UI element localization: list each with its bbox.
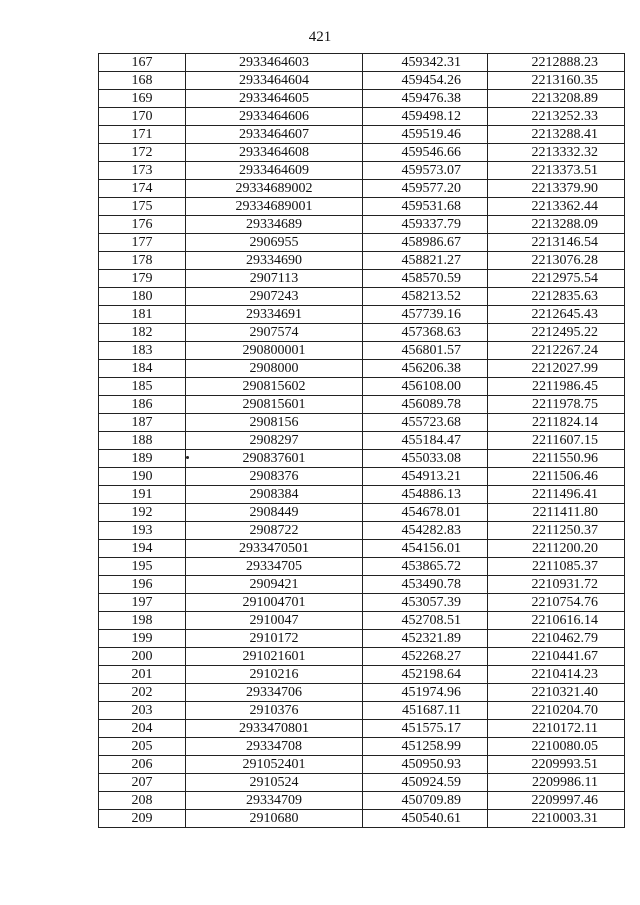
point-id-cell: 291021601 — [186, 648, 363, 666]
y-coordinate-cell: 2212888.23 — [488, 54, 625, 72]
table-row — [99, 306, 625, 324]
table-row — [99, 576, 625, 594]
point-id-cell: 2907113 — [186, 270, 363, 288]
y-coordinate-cell: 2213076.28 — [488, 252, 625, 270]
point-id-cell: 2933464608 — [186, 144, 363, 162]
y-coordinate-cell: 2210414.23 — [488, 666, 625, 684]
y-coordinate-cell: 2211250.37 — [488, 522, 625, 540]
y-coordinate-cell: 2211200.20 — [488, 540, 625, 558]
row-number-cell: 204 — [99, 720, 186, 738]
table-row — [99, 198, 625, 216]
table-row — [99, 378, 625, 396]
point-id-cell: 2908156 — [186, 414, 363, 432]
point-id-cell: 29334708 — [186, 738, 363, 756]
row-number-cell: 191 — [99, 486, 186, 504]
table-row — [99, 144, 625, 162]
x-coordinate-cell: 451687.11 — [363, 702, 488, 720]
point-id-cell: 29334690 — [186, 252, 363, 270]
x-coordinate-cell: 455184.47 — [363, 432, 488, 450]
point-id-cell: 2908449 — [186, 504, 363, 522]
point-id-cell: 2908384 — [186, 486, 363, 504]
x-coordinate-cell: 459337.79 — [363, 216, 488, 234]
table-row — [99, 486, 625, 504]
point-id-cell: 2908000 — [186, 360, 363, 378]
row-number-cell: 187 — [99, 414, 186, 432]
x-coordinate-cell: 455033.08 — [363, 450, 488, 468]
table-row — [99, 558, 625, 576]
x-coordinate-cell: 457368.63 — [363, 324, 488, 342]
x-coordinate-cell: 456206.38 — [363, 360, 488, 378]
point-id-cell: 2933464605 — [186, 90, 363, 108]
x-coordinate-cell: 450709.89 — [363, 792, 488, 810]
table-row — [99, 810, 625, 828]
point-id-cell: 2933470501 — [186, 540, 363, 558]
row-number-cell: 186 — [99, 396, 186, 414]
point-id-cell: 2910172 — [186, 630, 363, 648]
x-coordinate-cell: 454156.01 — [363, 540, 488, 558]
row-number-cell: 182 — [99, 324, 186, 342]
x-coordinate-cell: 459476.38 — [363, 90, 488, 108]
point-id-cell: 2910216 — [186, 666, 363, 684]
table-row — [99, 684, 625, 702]
x-coordinate-cell: 458570.59 — [363, 270, 488, 288]
point-id-cell: 2907574 — [186, 324, 363, 342]
y-coordinate-cell: 2210616.14 — [488, 612, 625, 630]
y-coordinate-cell: 2211411.80 — [488, 504, 625, 522]
y-coordinate-cell: 2210754.76 — [488, 594, 625, 612]
point-id-cell: 2933464603 — [186, 54, 363, 72]
row-number-cell: 197 — [99, 594, 186, 612]
row-number-cell: 185 — [99, 378, 186, 396]
point-id-cell: 29334706 — [186, 684, 363, 702]
row-number-cell: 205 — [99, 738, 186, 756]
row-number-cell: 181 — [99, 306, 186, 324]
y-coordinate-cell: 2209986.11 — [488, 774, 625, 792]
point-id-cell: 29334691 — [186, 306, 363, 324]
table-row — [99, 252, 625, 270]
y-coordinate-cell: 2213208.89 — [488, 90, 625, 108]
x-coordinate-cell: 453490.78 — [363, 576, 488, 594]
x-coordinate-cell: 454282.83 — [363, 522, 488, 540]
table-row — [99, 180, 625, 198]
x-coordinate-cell: 452268.27 — [363, 648, 488, 666]
x-coordinate-cell: 456801.57 — [363, 342, 488, 360]
table-row — [99, 396, 625, 414]
x-coordinate-cell: 454913.21 — [363, 468, 488, 486]
point-id-cell: 29334689002 — [186, 180, 363, 198]
x-coordinate-cell: 459546.66 — [363, 144, 488, 162]
point-id-cell: 29334709 — [186, 792, 363, 810]
row-number-cell: 196 — [99, 576, 186, 594]
y-coordinate-cell: 2213362.44 — [488, 198, 625, 216]
point-id-cell: 290815601 — [186, 396, 363, 414]
table-row — [99, 54, 625, 72]
x-coordinate-cell: 453865.72 — [363, 558, 488, 576]
y-coordinate-cell: 2211550.96 — [488, 450, 625, 468]
point-id-cell: 2910376 — [186, 702, 363, 720]
x-coordinate-cell: 459342.31 — [363, 54, 488, 72]
point-id-cell: 2907243 — [186, 288, 363, 306]
row-number-cell: 195 — [99, 558, 186, 576]
y-coordinate-cell: 2211085.37 — [488, 558, 625, 576]
y-coordinate-cell: 2213373.51 — [488, 162, 625, 180]
table-row — [99, 324, 625, 342]
row-number-cell: 168 — [99, 72, 186, 90]
point-id-cell: 290837601 — [186, 450, 363, 468]
table-row — [99, 792, 625, 810]
row-number-cell: 190 — [99, 468, 186, 486]
row-number-cell: 201 — [99, 666, 186, 684]
x-coordinate-cell: 450950.93 — [363, 756, 488, 774]
coordinates-table — [98, 53, 625, 828]
table-row — [99, 270, 625, 288]
x-coordinate-cell: 457739.16 — [363, 306, 488, 324]
row-number-cell: 174 — [99, 180, 186, 198]
point-id-cell: 2908722 — [186, 522, 363, 540]
row-number-cell: 177 — [99, 234, 186, 252]
x-coordinate-cell: 458821.27 — [363, 252, 488, 270]
table-row — [99, 432, 625, 450]
table-row — [99, 414, 625, 432]
row-number-cell: 172 — [99, 144, 186, 162]
point-id-cell: 2910524 — [186, 774, 363, 792]
table-row — [99, 612, 625, 630]
x-coordinate-cell: 459519.46 — [363, 126, 488, 144]
y-coordinate-cell: 2210204.70 — [488, 702, 625, 720]
table-row — [99, 540, 625, 558]
x-coordinate-cell: 458213.52 — [363, 288, 488, 306]
row-number-cell: 188 — [99, 432, 186, 450]
y-coordinate-cell: 2213288.41 — [488, 126, 625, 144]
point-id-cell: 29334705 — [186, 558, 363, 576]
table-row — [99, 522, 625, 540]
y-coordinate-cell: 2210321.40 — [488, 684, 625, 702]
y-coordinate-cell: 2210931.72 — [488, 576, 625, 594]
y-coordinate-cell: 2209993.51 — [488, 756, 625, 774]
x-coordinate-cell: 455723.68 — [363, 414, 488, 432]
row-number-cell: 199 — [99, 630, 186, 648]
table-row — [99, 72, 625, 90]
x-coordinate-cell: 459498.12 — [363, 108, 488, 126]
y-coordinate-cell: 2213379.90 — [488, 180, 625, 198]
table-row — [99, 342, 625, 360]
x-coordinate-cell: 454886.13 — [363, 486, 488, 504]
row-number-cell: 200 — [99, 648, 186, 666]
y-coordinate-cell: 2210003.31 — [488, 810, 625, 828]
table-row — [99, 738, 625, 756]
table-row — [99, 108, 625, 126]
point-id-cell: 29334689 — [186, 216, 363, 234]
row-number-cell: 184 — [99, 360, 186, 378]
row-number-cell: 183 — [99, 342, 186, 360]
page-number: 421 — [308, 29, 332, 45]
point-id-cell: 2933464606 — [186, 108, 363, 126]
table-row — [99, 504, 625, 522]
point-id-cell: 2908297 — [186, 432, 363, 450]
table-row — [99, 162, 625, 180]
x-coordinate-cell: 454678.01 — [363, 504, 488, 522]
y-coordinate-cell: 2211978.75 — [488, 396, 625, 414]
x-coordinate-cell: 456089.78 — [363, 396, 488, 414]
table-row — [99, 774, 625, 792]
y-coordinate-cell: 2212495.22 — [488, 324, 625, 342]
table-row — [99, 126, 625, 144]
table-row — [99, 594, 625, 612]
x-coordinate-cell: 452198.64 — [363, 666, 488, 684]
row-number-cell: 209 — [99, 810, 186, 828]
row-number-cell: 203 — [99, 702, 186, 720]
point-id-cell: 2933464607 — [186, 126, 363, 144]
table-row — [99, 90, 625, 108]
x-coordinate-cell: 450924.59 — [363, 774, 488, 792]
row-number-cell: 193 — [99, 522, 186, 540]
y-coordinate-cell: 2212027.99 — [488, 360, 625, 378]
y-coordinate-cell: 2212645.43 — [488, 306, 625, 324]
row-number-cell: 189 — [99, 450, 186, 468]
point-id-cell: 2906955 — [186, 234, 363, 252]
x-coordinate-cell: 451575.17 — [363, 720, 488, 738]
row-number-cell: 175 — [99, 198, 186, 216]
point-id-cell: 2910680 — [186, 810, 363, 828]
point-id-cell: 291004701 — [186, 594, 363, 612]
row-number-cell: 167 — [99, 54, 186, 72]
scan-speck — [186, 456, 189, 459]
row-number-cell: 171 — [99, 126, 186, 144]
table-row — [99, 702, 625, 720]
point-id-cell: 290800001 — [186, 342, 363, 360]
point-id-cell: 2933464609 — [186, 162, 363, 180]
table-row — [99, 648, 625, 666]
x-coordinate-cell: 459454.26 — [363, 72, 488, 90]
row-number-cell: 173 — [99, 162, 186, 180]
coordinates-table-body — [99, 54, 625, 828]
point-id-cell: 2933464604 — [186, 72, 363, 90]
y-coordinate-cell: 2211607.15 — [488, 432, 625, 450]
x-coordinate-cell: 459573.07 — [363, 162, 488, 180]
y-coordinate-cell: 2210080.05 — [488, 738, 625, 756]
point-id-cell: 2908376 — [186, 468, 363, 486]
y-coordinate-cell: 2213288.09 — [488, 216, 625, 234]
x-coordinate-cell: 452321.89 — [363, 630, 488, 648]
y-coordinate-cell: 2212835.63 — [488, 288, 625, 306]
y-coordinate-cell: 2209997.46 — [488, 792, 625, 810]
y-coordinate-cell: 2211496.41 — [488, 486, 625, 504]
row-number-cell: 192 — [99, 504, 186, 522]
table-row — [99, 288, 625, 306]
x-coordinate-cell: 451258.99 — [363, 738, 488, 756]
y-coordinate-cell: 2211986.45 — [488, 378, 625, 396]
point-id-cell: 2910047 — [186, 612, 363, 630]
row-number-cell: 176 — [99, 216, 186, 234]
y-coordinate-cell: 2212267.24 — [488, 342, 625, 360]
y-coordinate-cell: 2212975.54 — [488, 270, 625, 288]
y-coordinate-cell: 2213332.32 — [488, 144, 625, 162]
x-coordinate-cell: 456108.00 — [363, 378, 488, 396]
table-row — [99, 450, 625, 468]
row-number-cell: 169 — [99, 90, 186, 108]
point-id-cell: 29334689001 — [186, 198, 363, 216]
table-row — [99, 756, 625, 774]
table-row — [99, 720, 625, 738]
y-coordinate-cell: 2211824.14 — [488, 414, 625, 432]
x-coordinate-cell: 452708.51 — [363, 612, 488, 630]
table-row — [99, 360, 625, 378]
row-number-cell: 194 — [99, 540, 186, 558]
y-coordinate-cell: 2210441.67 — [488, 648, 625, 666]
row-number-cell: 179 — [99, 270, 186, 288]
y-coordinate-cell: 2210172.11 — [488, 720, 625, 738]
table-row — [99, 666, 625, 684]
y-coordinate-cell: 2210462.79 — [488, 630, 625, 648]
table-row — [99, 216, 625, 234]
x-coordinate-cell: 459577.20 — [363, 180, 488, 198]
point-id-cell: 291052401 — [186, 756, 363, 774]
row-number-cell: 206 — [99, 756, 186, 774]
table-row — [99, 468, 625, 486]
y-coordinate-cell: 2211506.46 — [488, 468, 625, 486]
y-coordinate-cell: 2213146.54 — [488, 234, 625, 252]
x-coordinate-cell: 458986.67 — [363, 234, 488, 252]
row-number-cell: 178 — [99, 252, 186, 270]
x-coordinate-cell: 451974.96 — [363, 684, 488, 702]
row-number-cell: 208 — [99, 792, 186, 810]
y-coordinate-cell: 2213160.35 — [488, 72, 625, 90]
point-id-cell: 2909421 — [186, 576, 363, 594]
row-number-cell: 170 — [99, 108, 186, 126]
row-number-cell: 198 — [99, 612, 186, 630]
row-number-cell: 207 — [99, 774, 186, 792]
table-row — [99, 234, 625, 252]
y-coordinate-cell: 2213252.33 — [488, 108, 625, 126]
row-number-cell: 202 — [99, 684, 186, 702]
point-id-cell: 2933470801 — [186, 720, 363, 738]
x-coordinate-cell: 450540.61 — [363, 810, 488, 828]
row-number-cell: 180 — [99, 288, 186, 306]
x-coordinate-cell: 459531.68 — [363, 198, 488, 216]
table-row — [99, 630, 625, 648]
x-coordinate-cell: 453057.39 — [363, 594, 488, 612]
point-id-cell: 290815602 — [186, 378, 363, 396]
